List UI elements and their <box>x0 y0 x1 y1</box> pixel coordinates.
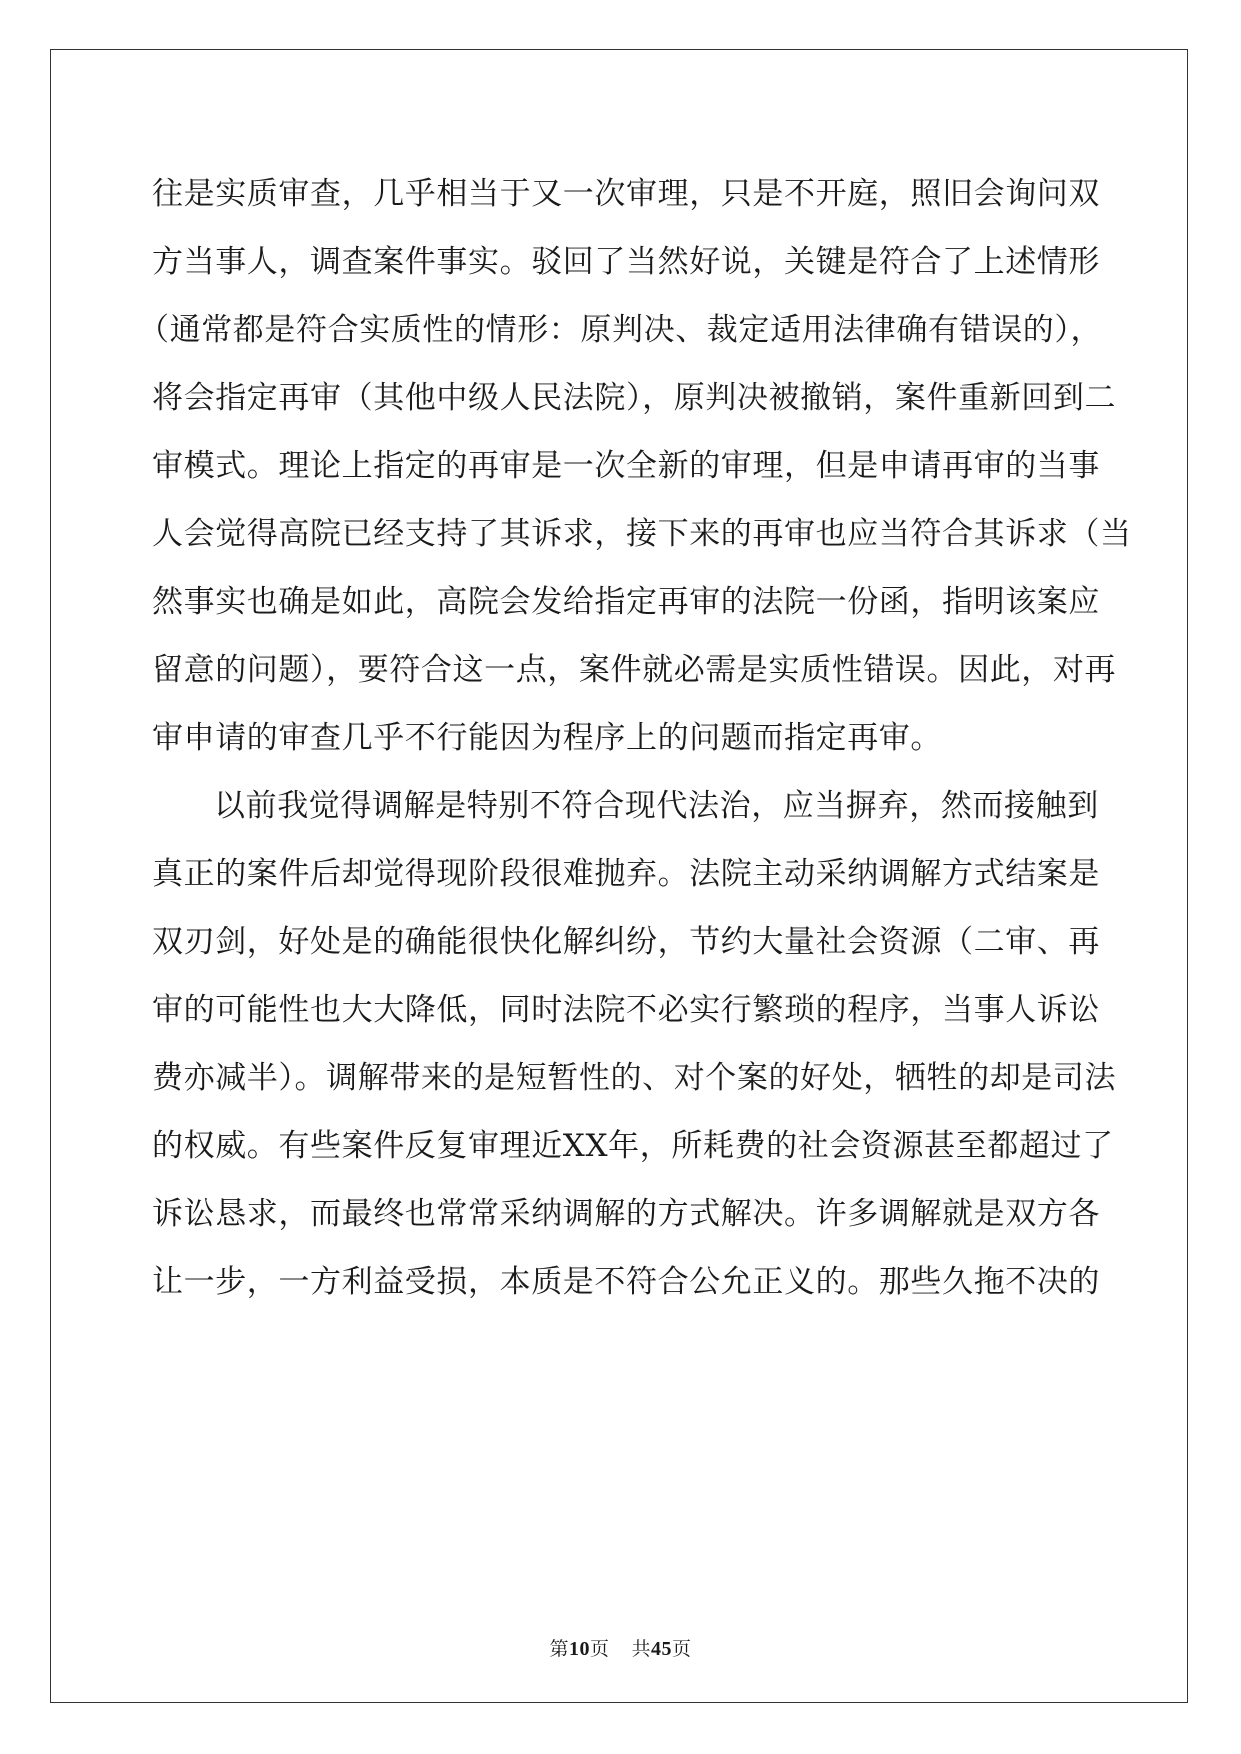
text-line: 诉讼恳求，而最终也常常采纳调解的方式解决。许多调解就是双方各 <box>152 1196 1100 1232</box>
text-line: 往是实质审查，几乎相当于又一次审理，只是不开庭，照旧会询问双 <box>152 176 1100 212</box>
text-line: 审模式。理论上指定的再审是一次全新的审理，但是申请再审的当事 <box>152 448 1100 484</box>
text-line: 费亦减半）。调解带来的是短暂性的、对个案的好处，牺牲的却是司法 <box>152 1060 1117 1096</box>
text-line: 人会觉得高院已经支持了其诉求，接下来的再审也应当符合其诉求（当 <box>152 516 1132 552</box>
text-line: 将会指定再审（其他中级人民法院），原判决被撤销，案件重新回到二 <box>152 380 1117 416</box>
text-line: 然事实也确是如此，高院会发给指定再审的法院一份函，指明该案应 <box>152 584 1100 620</box>
text-line: 审的可能性也大大降低，同时法院不必实行繁琐的程序，当事人诉讼 <box>152 992 1100 1028</box>
page-footer <box>0 1634 1241 1661</box>
paragraph-first-line: 以前我觉得调解是特别不符合现代法治，应当摒弃，然而接触到 <box>214 788 1099 824</box>
text-line: 的权威。有些案件反复审理近XX年，所耗费的社会资源甚至都超过了 <box>152 1128 1114 1164</box>
page-suffix: 页 <box>589 1638 610 1660</box>
page-prefix: 第 <box>549 1638 569 1660</box>
total-prefix: 共 <box>631 1638 652 1660</box>
text-line: 方当事人，调查案件事实。驳回了当然好说，关键是符合了上述情形 <box>152 244 1100 280</box>
text-line: 审申请的审查几乎不行能因为程序上的问题而指定再审。 <box>152 720 942 756</box>
page-number: 10 <box>568 1638 590 1660</box>
text-line: 让一步，一方利益受损，本质是不符合公允正义的。那些久拖不决的 <box>152 1264 1100 1300</box>
total-suffix: 页 <box>672 1638 692 1660</box>
text-line: 真正的案件后却觉得现阶段很难抛弃。法院主动采纳调解方式结案是 <box>152 856 1100 892</box>
text-line: 留意的问题），要符合这一点，案件就必需是实质性错误。因此，对再 <box>152 652 1117 688</box>
text-line: 双刃剑，好处是的确能很快化解纠纷，节约大量社会资源（二审、再 <box>152 924 1100 960</box>
document-body <box>138 160 1132 1316</box>
total-pages: 45 <box>651 1638 673 1660</box>
text-line: （通常都是符合实质性的情形：原判决、裁定适用法律确有错误的）， <box>138 312 1103 348</box>
